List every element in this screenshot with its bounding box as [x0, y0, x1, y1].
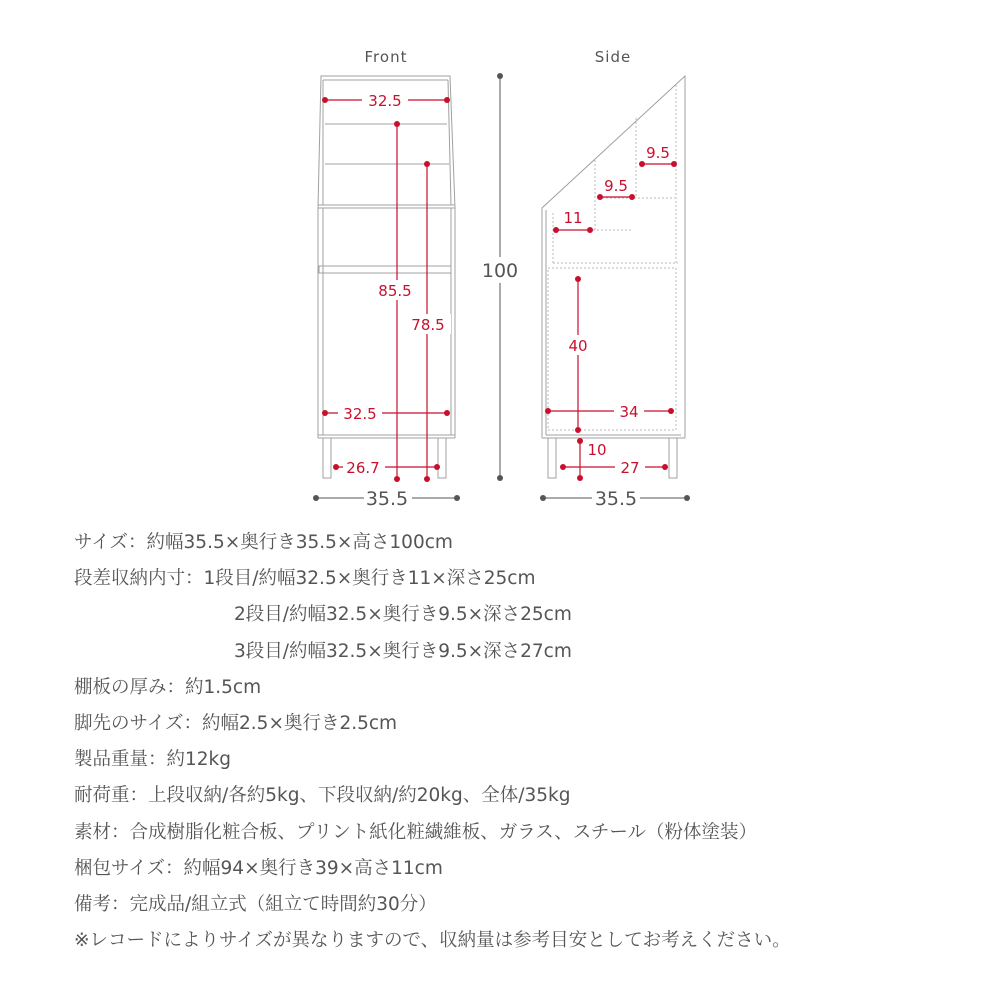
spec-step-storage-3: 3段目/約幅32.5×奥行き9.5×深さ27cm: [234, 640, 572, 662]
front-overall-width-label: 35.5: [365, 488, 409, 510]
spec-package-size: 梱包サイズ：約幅94×奥行き39×高さ11cm: [74, 857, 443, 879]
side-overall-depth: [540, 486, 690, 510]
side-view-label: Side: [594, 48, 632, 66]
front-overall-width: [313, 486, 460, 510]
side-leg-span-label: 27: [620, 459, 640, 477]
side-lower-depth-label: 34: [619, 403, 639, 421]
front-view-label: Front: [364, 48, 408, 66]
dim-endpoint: [444, 97, 450, 103]
front-bottom-width-label: 32.5: [343, 405, 377, 423]
spec-step-storage-2: 2段目/約幅32.5×奥行き9.5×深さ25cm: [234, 604, 572, 626]
side-storage-dashed: [548, 85, 678, 430]
front-height-outer-label: 85.5: [378, 282, 412, 300]
spec-load-capacity: 耐荷重：上段収納/各約5kg、下段収納/約20kg、全体/35kg: [74, 785, 571, 807]
side-step2-depth-label: 9.5: [604, 177, 628, 195]
side-lower-height-label: 40: [568, 337, 588, 355]
side-leg-height-label: 10: [587, 441, 607, 459]
front-leg-span-label: 26.7: [346, 459, 380, 477]
overall-height: [476, 73, 524, 481]
spec-note: ※レコードによりサイズが異なりますので、収納量は参考目安としてお考えください。: [74, 930, 791, 952]
spec-step-storage-1: 段差収納内寸：1段目/約幅32.5×奥行き11×深さ25cm: [74, 568, 536, 590]
front-height-inner-label: 78.5: [411, 316, 445, 334]
side-step3-depth-label: 9.5: [646, 144, 670, 162]
spec-leg-size: 脚先のサイズ：約幅2.5×奥行き2.5cm: [74, 712, 398, 734]
front-top-width-label: 32.5: [368, 92, 402, 110]
side-overall-depth-label: 35.5: [594, 488, 638, 510]
front-dimensions: [322, 90, 451, 482]
dim-endpoint: [322, 97, 328, 103]
spec-weight: 製品重量：約12kg: [74, 749, 232, 771]
side-step1-depth-label: 11: [563, 209, 583, 227]
overall-height-label: 100: [481, 260, 519, 282]
spec-material: 素材：合成樹脂化粧合板、プリント紙化粧繊維板、ガラス、スチール（粉体塗装）: [74, 821, 758, 843]
spec-remarks: 備考：完成品/組立式（組立て時間約30分）: [74, 893, 437, 915]
side-outline: [542, 76, 685, 478]
spec-shelf-thickness: 棚板の厚み：約1.5cm: [74, 676, 262, 698]
spec-size: サイズ：約幅35.5×奥行き35.5×高さ100cm: [74, 532, 453, 553]
spec-list: [74, 525, 974, 959]
